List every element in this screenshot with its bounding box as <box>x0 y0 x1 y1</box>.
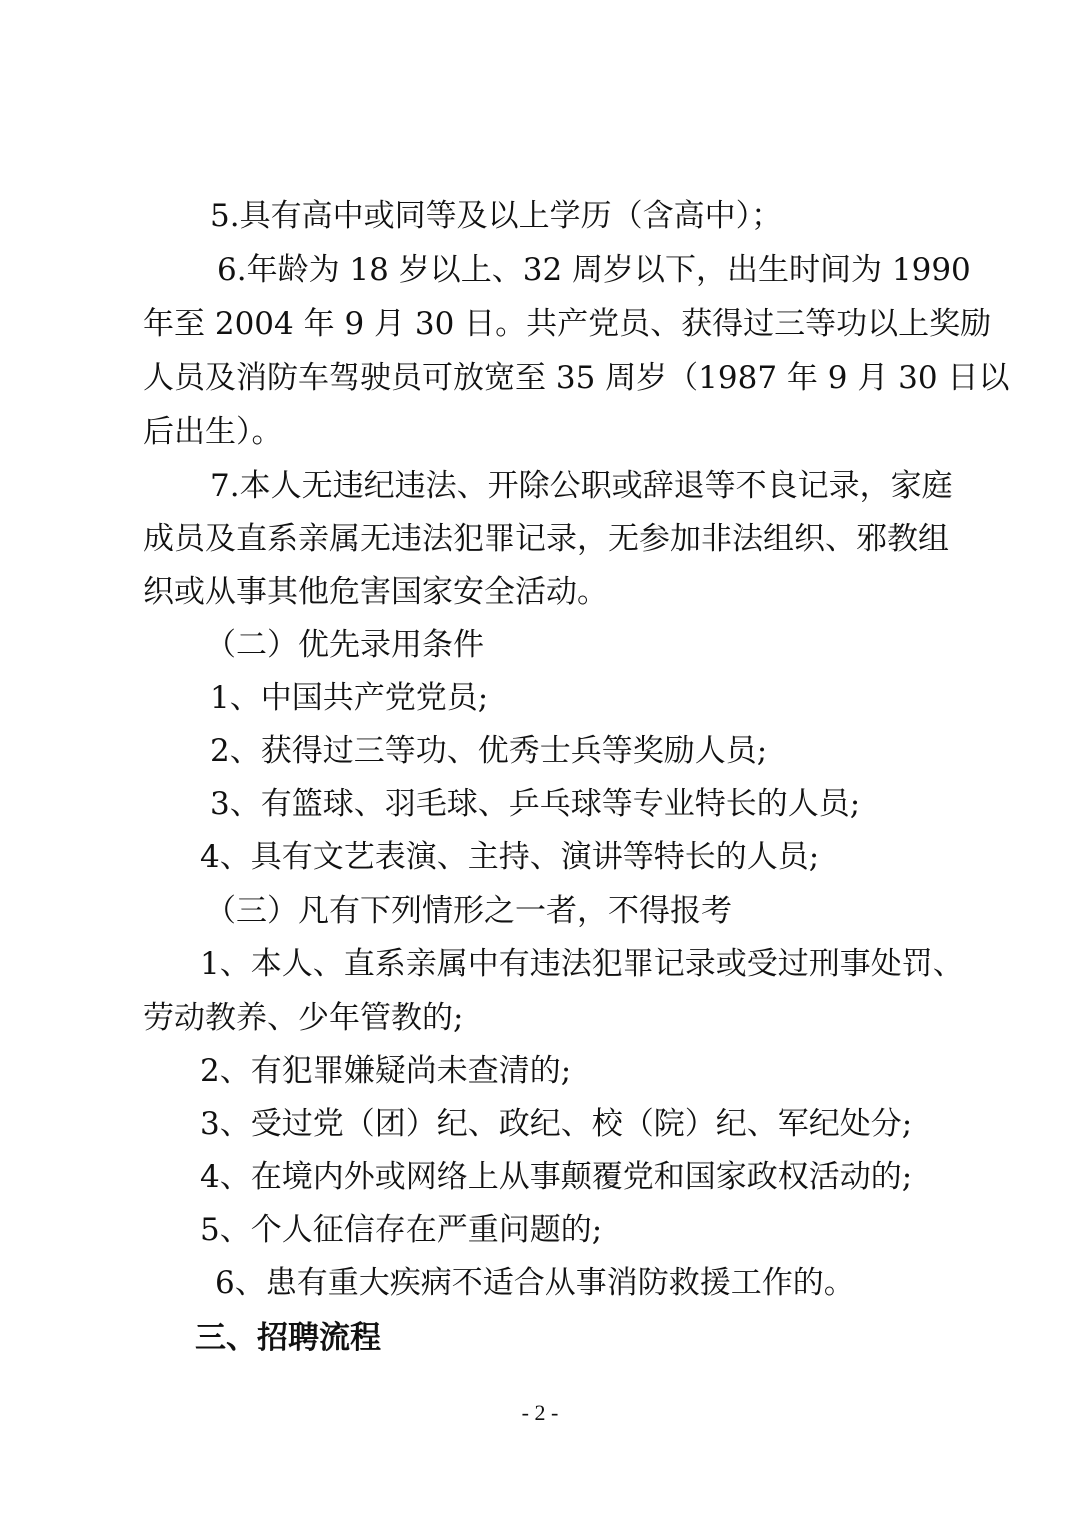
record-requirement-line-2: 成员及直系亲属无违法犯罪记录，无参加非法组织、邪教组 <box>143 521 949 557</box>
disqualification-item-3: 3、受过党（团）纪、政纪、校（院）纪、军纪处分; <box>200 1106 913 1142</box>
priority-conditions-heading: （二）优先录用条件 <box>205 627 484 663</box>
disqualification-item-6: 6、患有重大疾病不适合从事消防救援工作的。 <box>215 1265 855 1301</box>
disqualification-item-5: 5、个人征信存在严重问题的; <box>200 1212 603 1248</box>
priority-item-2: 2、获得过三等功、优秀士兵等奖励人员; <box>210 733 768 769</box>
page-number: - 2 - <box>521 1400 559 1425</box>
disqualification-item-4: 4、在境内外或网络上从事颠覆党和国家政权活动的; <box>200 1159 913 1195</box>
record-requirement-line-3: 织或从事其他危害国家安全活动。 <box>143 574 608 610</box>
priority-item-4: 4、具有文艺表演、主持、演讲等特长的人员; <box>200 839 820 875</box>
disqualification-item-1-line-1: 1、本人、直系亲属中有违法犯罪记录或受过刑事处罚、 <box>200 946 964 982</box>
priority-item-3: 3、有篮球、羽毛球、乒乓球等专业特长的人员; <box>210 786 861 822</box>
disqualification-item-1-line-2: 劳动教养、少年管教的; <box>143 1000 464 1036</box>
priority-item-1: 1、中国共产党党员; <box>210 680 489 716</box>
disqualification-heading: （三）凡有下列情形之一者，不得报考 <box>205 893 732 929</box>
age-requirement-line-1: 6.年龄为 18 岁以上、32 周岁以下，出生时间为 1990 <box>217 252 971 288</box>
age-requirement-line-3: 人员及消防车驾驶员可放宽至 35 周岁（1987 年 9 月 30 日以 <box>143 360 1010 396</box>
education-requirement: 5.具有高中或同等及以上学历（含高中）； <box>210 198 783 234</box>
recruitment-process-heading: 三、招聘流程 <box>195 1320 381 1356</box>
age-requirement-line-4: 后出生）。 <box>143 414 283 450</box>
record-requirement-line-1: 7.本人无违纪违法、开除公职或辞退等不良记录，家庭 <box>210 468 953 504</box>
disqualification-item-2: 2、有犯罪嫌疑尚未查清的; <box>200 1053 572 1089</box>
age-requirement-line-2: 年至 2004 年 9 月 30 日。共产党员、获得过三等功以上奖励 <box>143 306 992 342</box>
